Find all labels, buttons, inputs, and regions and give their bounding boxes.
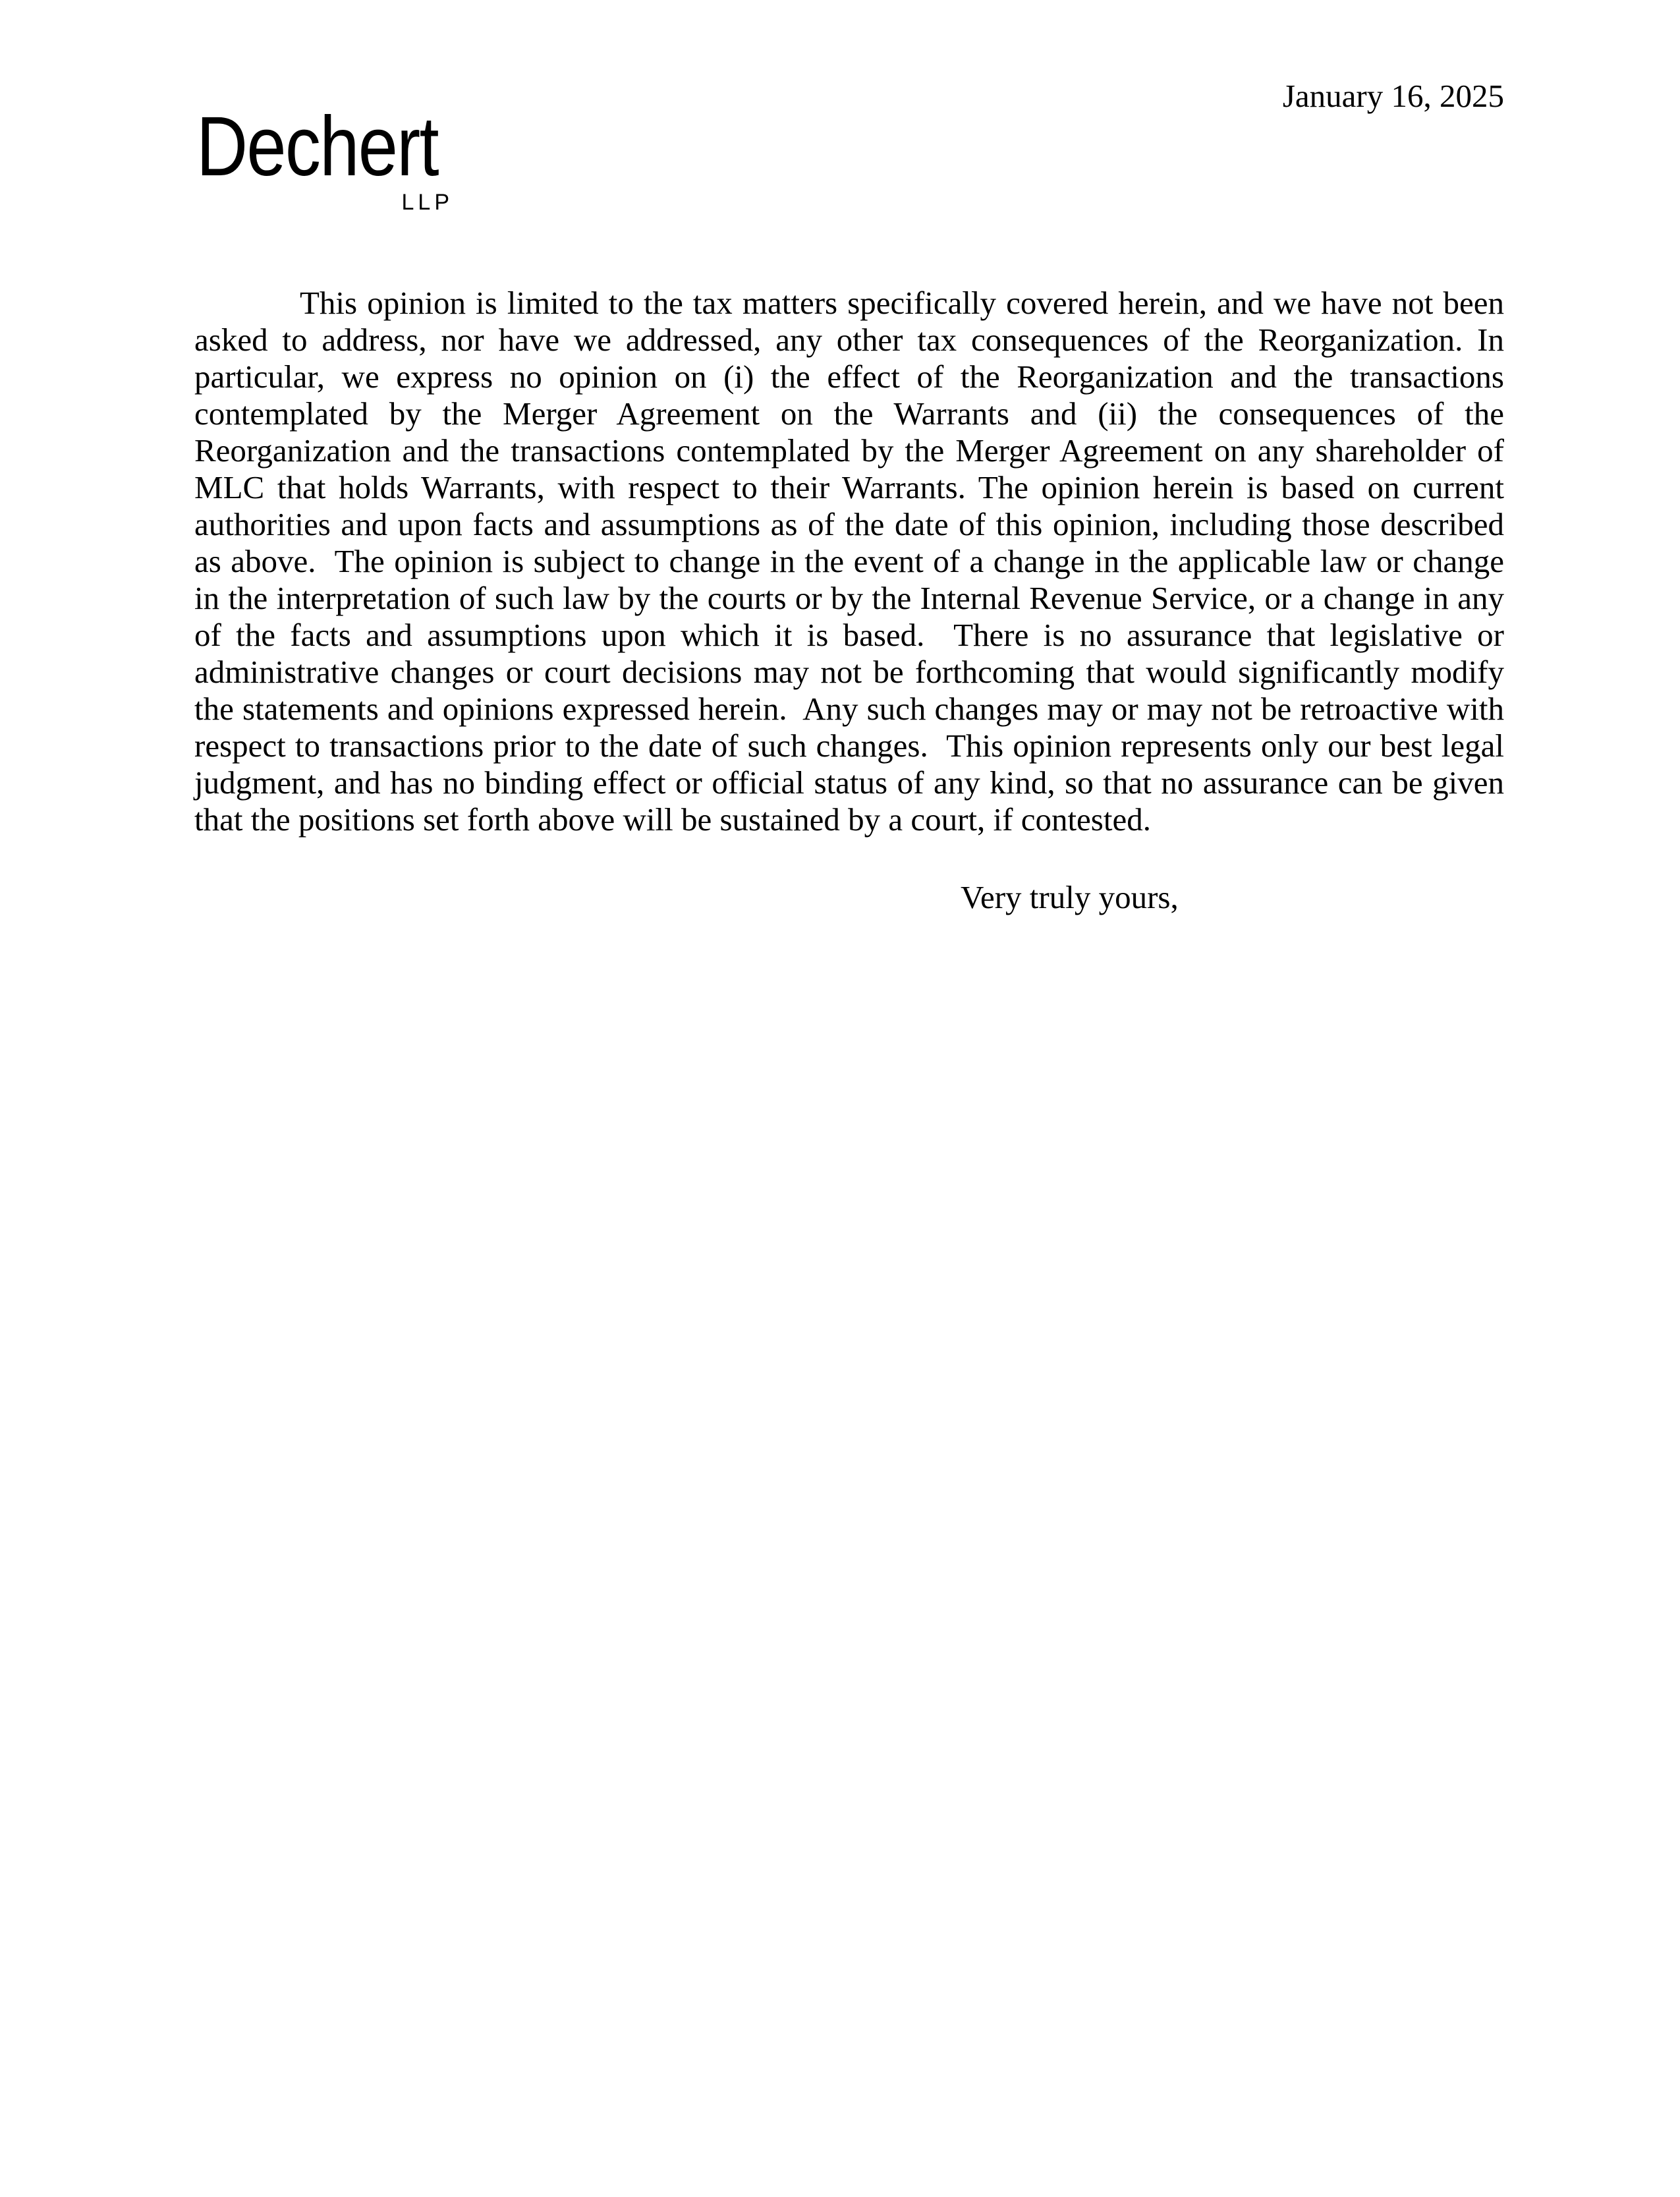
opinion-body-paragraph: This opinion is limited to the tax matters specifically covered herein, and we have not been asked to address, nor have we addressed, any other tax consequences of the Reorganization. In particular, we express no opinion on (i) the effect of the Reorganization and the transactions contemplated by the Merger Agreement on the Warrants and (ii) the consequences of the Reorganization and the transactions contemplated by the Merger Agreement on any shareholder of MLC that holds Warrants, with respect to their Warrants. The opinion herein is based on current authorities and upon facts and assumptions as of the date of this opinion, including those described as above. The opinion is subject to change in the event of a change in the applicable law or change in the interpretation of such law by the courts or by the Internal Revenue Service, or a change in any of the facts and assumptions upon which it is based. There is no assurance that legislative or administrative changes or court decisions may not be forthcoming that would significantly modify the statements and opinions expressed herein. Any such changes may or may not be retroactive with respect to transactions prior to the date of such changes. This opinion represents only our best legal judgment, and has no binding effect or official status of any kind, so that no assurance can be given that the positions set forth above will be sustained by a court, if contested. <box>194 285 1513 838</box>
closing-valediction: Very truly yours, <box>961 879 1179 915</box>
dechert-wordmark: Dechert <box>196 100 438 194</box>
dechert-llp-suffix: LLP <box>401 190 453 215</box>
letter-date: January 16, 2025 <box>1282 78 1504 114</box>
dechert-logo <box>196 100 453 215</box>
